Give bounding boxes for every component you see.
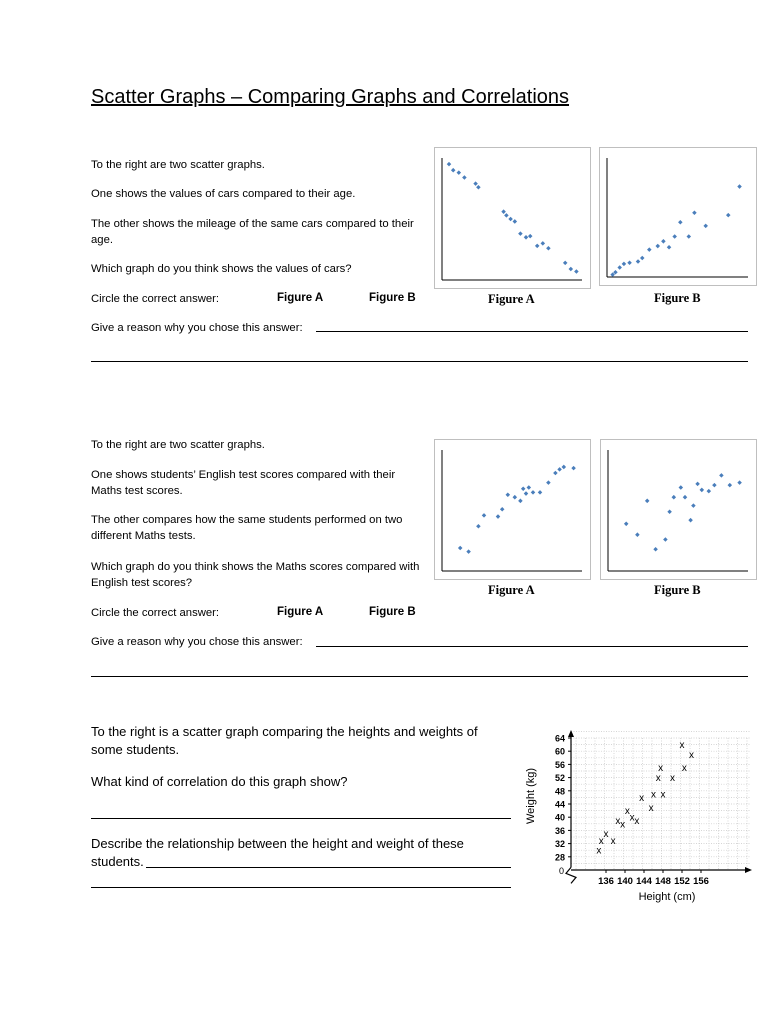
- data-point: x: [655, 773, 661, 785]
- data-point: x: [620, 819, 626, 831]
- data-point: [737, 184, 742, 189]
- data-point: x: [670, 773, 675, 785]
- data-point: [712, 483, 717, 488]
- data-point: [569, 267, 574, 272]
- scatter-chart: [601, 440, 756, 579]
- data-point: [557, 467, 562, 472]
- y-tick-label: 52: [554, 773, 565, 784]
- data-point: [524, 491, 529, 496]
- data-point: [546, 480, 551, 485]
- y-tick-label: 32: [554, 839, 565, 850]
- y-tick-label: 36: [554, 825, 565, 836]
- data-point: [462, 175, 467, 180]
- data-point: [688, 518, 693, 523]
- data-point: [508, 217, 513, 222]
- data-point: [645, 499, 650, 504]
- question-text: What kind of correlation do this graph show?: [91, 774, 348, 789]
- data-point: [627, 260, 632, 265]
- y-axis-label: Weight (kg): [525, 767, 537, 825]
- data-point: [726, 213, 731, 218]
- text-line: To the right is a scatter graph comparing the heights and weights of some students.: [91, 724, 478, 757]
- data-point: [513, 495, 518, 500]
- option-figure-a[interactable]: Figure A: [277, 292, 324, 304]
- data-point: [531, 490, 536, 495]
- x-tick-label: 152: [674, 876, 690, 887]
- data-point: x: [615, 816, 621, 827]
- data-point: [678, 220, 683, 225]
- data-point: [521, 486, 526, 491]
- data-point: [553, 471, 558, 476]
- data-point: [622, 262, 627, 267]
- text-line: The other compares how the same students performed on two different Maths tests.: [91, 514, 403, 542]
- data-point: [524, 235, 529, 240]
- data-point: [451, 168, 456, 173]
- text-line: Which graph do you think shows the Maths scores compared with English test scores?: [91, 561, 420, 589]
- question-text: Describe the relationship between the height and weight of these students.: [91, 836, 464, 869]
- data-point: [501, 209, 506, 214]
- data-point: [482, 513, 487, 518]
- text-line: The other shows the mileage of the same cars compared to their age.: [91, 218, 414, 246]
- data-point: [700, 488, 705, 493]
- answer-line[interactable]: [91, 676, 748, 677]
- data-point: [640, 256, 645, 261]
- x-tick-label: 140: [617, 876, 633, 887]
- x-axis-label: Height (cm): [638, 891, 696, 903]
- data-point: [695, 482, 700, 487]
- data-point: [518, 499, 523, 504]
- y-tick-label: 48: [554, 786, 565, 797]
- data-point: [707, 489, 712, 494]
- data-point: [679, 485, 684, 490]
- data-point: [672, 495, 677, 500]
- data-point: x: [598, 835, 604, 847]
- data-point: [617, 265, 622, 270]
- scatter-chart: [600, 148, 756, 285]
- y-tick-label: 56: [554, 759, 565, 770]
- data-point: [672, 234, 677, 239]
- data-point: x: [651, 789, 656, 801]
- figure-a-chart: [434, 439, 591, 580]
- data-point: [513, 219, 518, 224]
- data-point: [691, 503, 696, 508]
- x-tick-label: 156: [693, 876, 709, 887]
- data-point: [624, 522, 629, 527]
- data-point: [466, 549, 471, 554]
- data-point: [527, 485, 532, 490]
- data-point: x: [681, 763, 687, 775]
- data-point: [518, 231, 523, 236]
- data-point: x: [624, 806, 630, 818]
- figure-b-chart: [599, 147, 757, 286]
- data-point: [562, 465, 567, 470]
- text-line: One shows the values of cars compared to their age.: [91, 188, 356, 200]
- data-point: [667, 245, 672, 250]
- reason-label: Give a reason why you chose this answer:: [91, 322, 303, 334]
- data-point: [571, 466, 576, 471]
- data-point: [661, 239, 666, 244]
- data-point: [528, 234, 533, 239]
- answer-line[interactable]: [146, 867, 511, 868]
- data-point: [574, 269, 579, 274]
- data-point: [546, 246, 551, 251]
- data-point: x: [648, 802, 654, 814]
- data-point: [692, 210, 697, 215]
- reason-label: Give a reason why you chose this answer:: [91, 636, 303, 648]
- text-line: Which graph do you think shows the values of cars?: [91, 263, 352, 275]
- y-tick-label: 60: [554, 746, 565, 757]
- data-point: [663, 537, 668, 542]
- text-line: To the right are two scatter graphs.: [91, 439, 265, 451]
- y-tick-label: 40: [554, 812, 565, 823]
- data-point: [667, 509, 672, 514]
- data-point: [728, 483, 733, 488]
- data-point: [655, 244, 660, 249]
- data-point: [447, 162, 452, 167]
- answer-line[interactable]: [91, 818, 511, 819]
- scatter-chart: [435, 440, 590, 579]
- figure-b-chart: [600, 439, 757, 580]
- data-point: [476, 524, 481, 529]
- data-point: x: [610, 835, 616, 847]
- circle-answer-label: Circle the correct answer:: [91, 293, 220, 305]
- page-title: Scatter Graphs – Comparing Graphs and Correlations: [91, 86, 570, 108]
- text-line: One shows students’ English test scores compared with their Maths test scores.: [91, 469, 396, 497]
- x-tick-label: 148: [655, 876, 671, 887]
- figure-a-chart: [434, 147, 591, 289]
- data-point: [719, 473, 724, 478]
- data-point: x: [596, 845, 602, 857]
- data-point: [683, 495, 688, 500]
- scatter-chart: [435, 148, 590, 288]
- y-axis-arrow: [568, 730, 574, 737]
- figure-caption: Figure A: [488, 583, 535, 597]
- data-point: [500, 507, 505, 512]
- data-point: [636, 259, 641, 264]
- data-point: [541, 241, 546, 246]
- data-point: x: [629, 812, 635, 824]
- figure-caption: Figure B: [654, 583, 701, 597]
- data-point: x: [603, 829, 609, 841]
- data-point: [506, 493, 511, 498]
- data-point: x: [639, 792, 645, 804]
- answer-line[interactable]: [316, 331, 748, 332]
- data-point: x: [660, 789, 666, 801]
- option-figure-b[interactable]: Figure B: [369, 292, 416, 304]
- data-point: [703, 224, 708, 229]
- data-point: x: [689, 750, 694, 761]
- answer-line[interactable]: [91, 887, 511, 888]
- data-point: [476, 185, 481, 190]
- answer-line[interactable]: [316, 646, 748, 647]
- origin-label: 0: [559, 866, 565, 876]
- data-point: [504, 213, 509, 218]
- option-figure-b[interactable]: Figure B: [369, 606, 416, 618]
- x-axis-arrow: [745, 867, 752, 873]
- data-point: [496, 514, 501, 519]
- data-point: x: [679, 740, 685, 752]
- figure-caption: Figure A: [488, 292, 535, 306]
- option-figure-a[interactable]: Figure A: [277, 606, 324, 618]
- x-tick-label: 136: [598, 876, 614, 887]
- y-tick-label: 44: [554, 799, 565, 810]
- text-line: To the right are two scatter graphs.: [91, 159, 265, 171]
- y-tick-label: 28: [554, 852, 565, 863]
- data-point: [653, 547, 658, 552]
- data-point: [535, 244, 540, 249]
- x-tick-label: 144: [636, 876, 652, 887]
- data-point: [687, 234, 692, 239]
- data-point: [737, 480, 742, 485]
- circle-answer-label: Circle the correct answer:: [91, 607, 220, 619]
- answer-line[interactable]: [91, 361, 748, 362]
- data-point: [473, 181, 478, 186]
- data-point: [458, 546, 463, 551]
- data-point: x: [658, 763, 664, 775]
- data-point: [538, 490, 543, 495]
- figure-caption: Figure B: [654, 291, 701, 305]
- data-point: [635, 532, 640, 537]
- height-weight-chart: [520, 720, 760, 910]
- data-point: [647, 247, 652, 252]
- data-point: [563, 261, 568, 266]
- data-point: [457, 170, 462, 175]
- y-tick-label: 64: [554, 733, 565, 744]
- data-point: x: [634, 816, 640, 827]
